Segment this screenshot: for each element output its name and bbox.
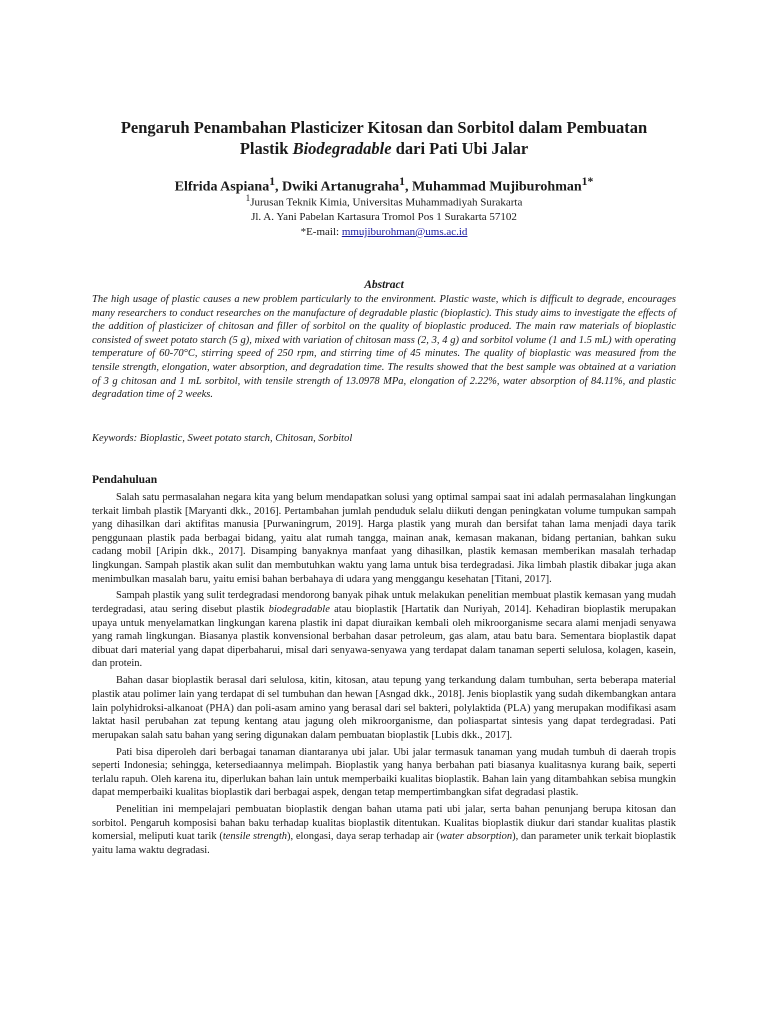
introduction-body xyxy=(92,491,676,861)
abstract-heading: Abstract xyxy=(364,279,404,291)
title-line-1: Pengaruh Penambahan Plasticizer Kitosan dan Sorbitol dalam Pembuatan xyxy=(120,118,648,137)
title-line-2-end: dari Pati Ubi Jalar xyxy=(391,139,529,158)
keywords: Keywords: Bioplastic, Sweet potato starch, Chitosan, Sorbitol xyxy=(92,433,353,444)
affiliation-email: *E-mail: mmujiburohman@ums.ac.id xyxy=(300,225,468,238)
title-line-2-start: Plastik xyxy=(239,139,293,158)
author-list: Elfrida Aspiana$^1$, Dwiki Artanugraha$^1$, Muhammad Mujiburohman$^{1*}$ xyxy=(174,175,594,195)
author-1-affil: 1 xyxy=(269,175,276,188)
section-heading-pendahuluan: Pendahuluan xyxy=(92,474,158,486)
paper-title xyxy=(60,117,708,159)
title-italic-term: Biodegradable xyxy=(292,139,392,158)
abstract-body: The high usage of plastic causes a new problem particularly to the environment. Plastic waste, which is difficult to degrade, encourages many researchers to conduct researches on the manufacture of degradable plastic (bioplastic). This study aims to investigate the effects of the addition of plasticizer of chitosan and filler of sorbitol on the quality of bioplastic produced. The main raw materials of bioplastic consisted of sweet potato starch (5 g), mixed with variation of chitosan mass (2, 3, 4 g) and sorbitol volume (1 and 1.5 mL) with operating temperature of 60-70°C, stirring speed of 250 rpm, and stirring time of 45 minutes. The quality of bioplastic was measured from the tensile strength, elongation, water absorption, and degradation time. The results showed that the best sample was obtained at a variation of 3 g chitosan and 1 mL sorbitol, with tensile strength of 13.0978 MPa, elongation of 2.22%, water absorption of 84.11%, and plastic degradation time of 2 weeks. xyxy=(92,294,676,401)
paragraph-5: Penelitian ini mempelajari pembuatan bioplastik dengan bahan utama pati ubi jalar, serta bahan penunjang berupa kitosan dan sorbitol. Pengaruh komposisi bahan baku terhadap kualitas bioplastik ditentukan. Kualitas bioplastik diukur dari standar kualitas plastik komersial, meliputi kuat tarik (tensile strength), elongasi, daya serap terhadap air (water absorption), dan parameter unik terkait bioplastik yaitu lama waktu degradasi. xyxy=(92,804,676,857)
italic-term: water absorption xyxy=(439,831,513,843)
author-2: Dwiki Artanugraha xyxy=(282,179,400,195)
italic-term: biodegradable xyxy=(268,604,330,616)
paragraph-4: Pati bisa diperoleh dari berbagai tanaman diantaranya ubi jalar. Ubi jalar termasuk tanaman yang mudah tumbuh di daerah tropis seperti Indonesia; sehingga, ketersediaannya melimpah. Bioplastik yang hanya berbahan pati biasanya kualitasnya kurang baik, seperti terlalu rapuh. Oleh karena itu, diperlukan bahan lain untuk memperbaiki kualitas bioplastik. Bahan lain yang ditambahkan sebisa mungkin dapat memperbaiki kualitas bioplastik dari berbagai aspek, dengan tetap mempertimbangkan sifat degradasi plastik. xyxy=(92,746,676,799)
author-2-affil: 1 xyxy=(399,175,405,188)
affiliation-address: Jl. A. Yani Pabelan Kartasura Tromol Pos 1 Surakarta 57102 xyxy=(251,211,517,224)
paragraph-1: Salah satu permasalahan negara kita yang belum mendapatkan solusi yang optimal sampai saat ini adalah permasalahan lingkungan terkait limbah plastik [Maryanti dkk., 2016]. Pertambahan jumlah penduduk selalu diikuti dengan peningkatan volume tumpukan sampah yang dihasilkan dari aktifitas manusia [Purwaningrum, 2019]. Harga plastik yang murah dan bersifat tahan lama menjadi daya tarik penggunaan plastik pada berbagai bidang, yaitu alat rumah tangga, mainan anak, kemasan makanan, bidang pertanian, bahkan suku cadang mobil [Aripin dkk., 2017]. Disamping banyaknya manfaat yang dihasilkan, plastik kemasan memberikan masalah terhadap lingkungan. Sampah plastik akan sulit dan membutuhkan waktu yang lama untuk bisa terdegradasi. Jika limbah plastik dibakar juga akan menimbulkan masalah baru, yaitu emisi bahan berbahaya di udara yang menggangu kesehatan [Titani, 2017]. xyxy=(92,492,676,585)
paragraph-2: Sampah plastik yang sulit terdegradasi mendorong banyak pihak untuk melakukan penelitian membuat plastik kemasan yang mudah terdegradasi, atau sering disebut plastik biodegradable atau bioplastik [Hartatik dan Nuriyah, 2014]. Kehadiran bioplastik merupakan upaya untuk menyelamatkan lingkungan karena plastik ini dapat diuraikan kembali oleh mikroorganisme secara alami menjadi senyawa yang ramah lingkungan. Biasanya plastik konvensional berbahan dasar petroleum, gas alam, atau batu bara. Sementara bioplastik dapat dibuat dari material yang dapat diperbaharui, misal dari senyawa-senyawa yang terdapat dalam tanaman seperti selulosa, kolagen, kasein, dan protein. xyxy=(92,590,676,670)
title-line-2 xyxy=(60,138,708,159)
paragraph-3: Bahan dasar bioplastik berasal dari selulosa, kitin, kitosan, atau tepung yang terkandung dalam tumbuhan, serta beberapa material plastik atau polimer lain yang terdapat di sel tumbuhan dan hewan [Asngad dkk., 2018]. Jenis bioplastik yang sudah dikembangkan antara lain polyhidroksi-alkanoat (PHA) dan poli-asam amino yang berasal dari sel bakteri, polylaktida (PLA) yang merupakan modifikasi asam laktat hasil perubahan zat tepung kentang atau jagung oleh mikroorganisme, dan poliaspartat sintesis yang dapat terdegradasi. Pati merupakan salah satu bahan yang sering digunakan dalam pembuatan bioplastik [Lubis dkk., 2017]. xyxy=(92,675,676,741)
author-3-affil: 1* xyxy=(581,175,594,188)
email-link[interactable]: mmujiburohman@ums.ac.id xyxy=(341,225,468,238)
affiliation xyxy=(60,191,708,239)
italic-term: tensile strength xyxy=(222,831,288,843)
author-1: Elfrida Aspiana xyxy=(174,179,270,195)
affiliation-dept: $^1$Jurusan Teknik Kimia, Universitas Muhammadiyah Surakarta xyxy=(245,193,523,209)
author-3: Muhammad Mujiburohman xyxy=(411,179,582,195)
